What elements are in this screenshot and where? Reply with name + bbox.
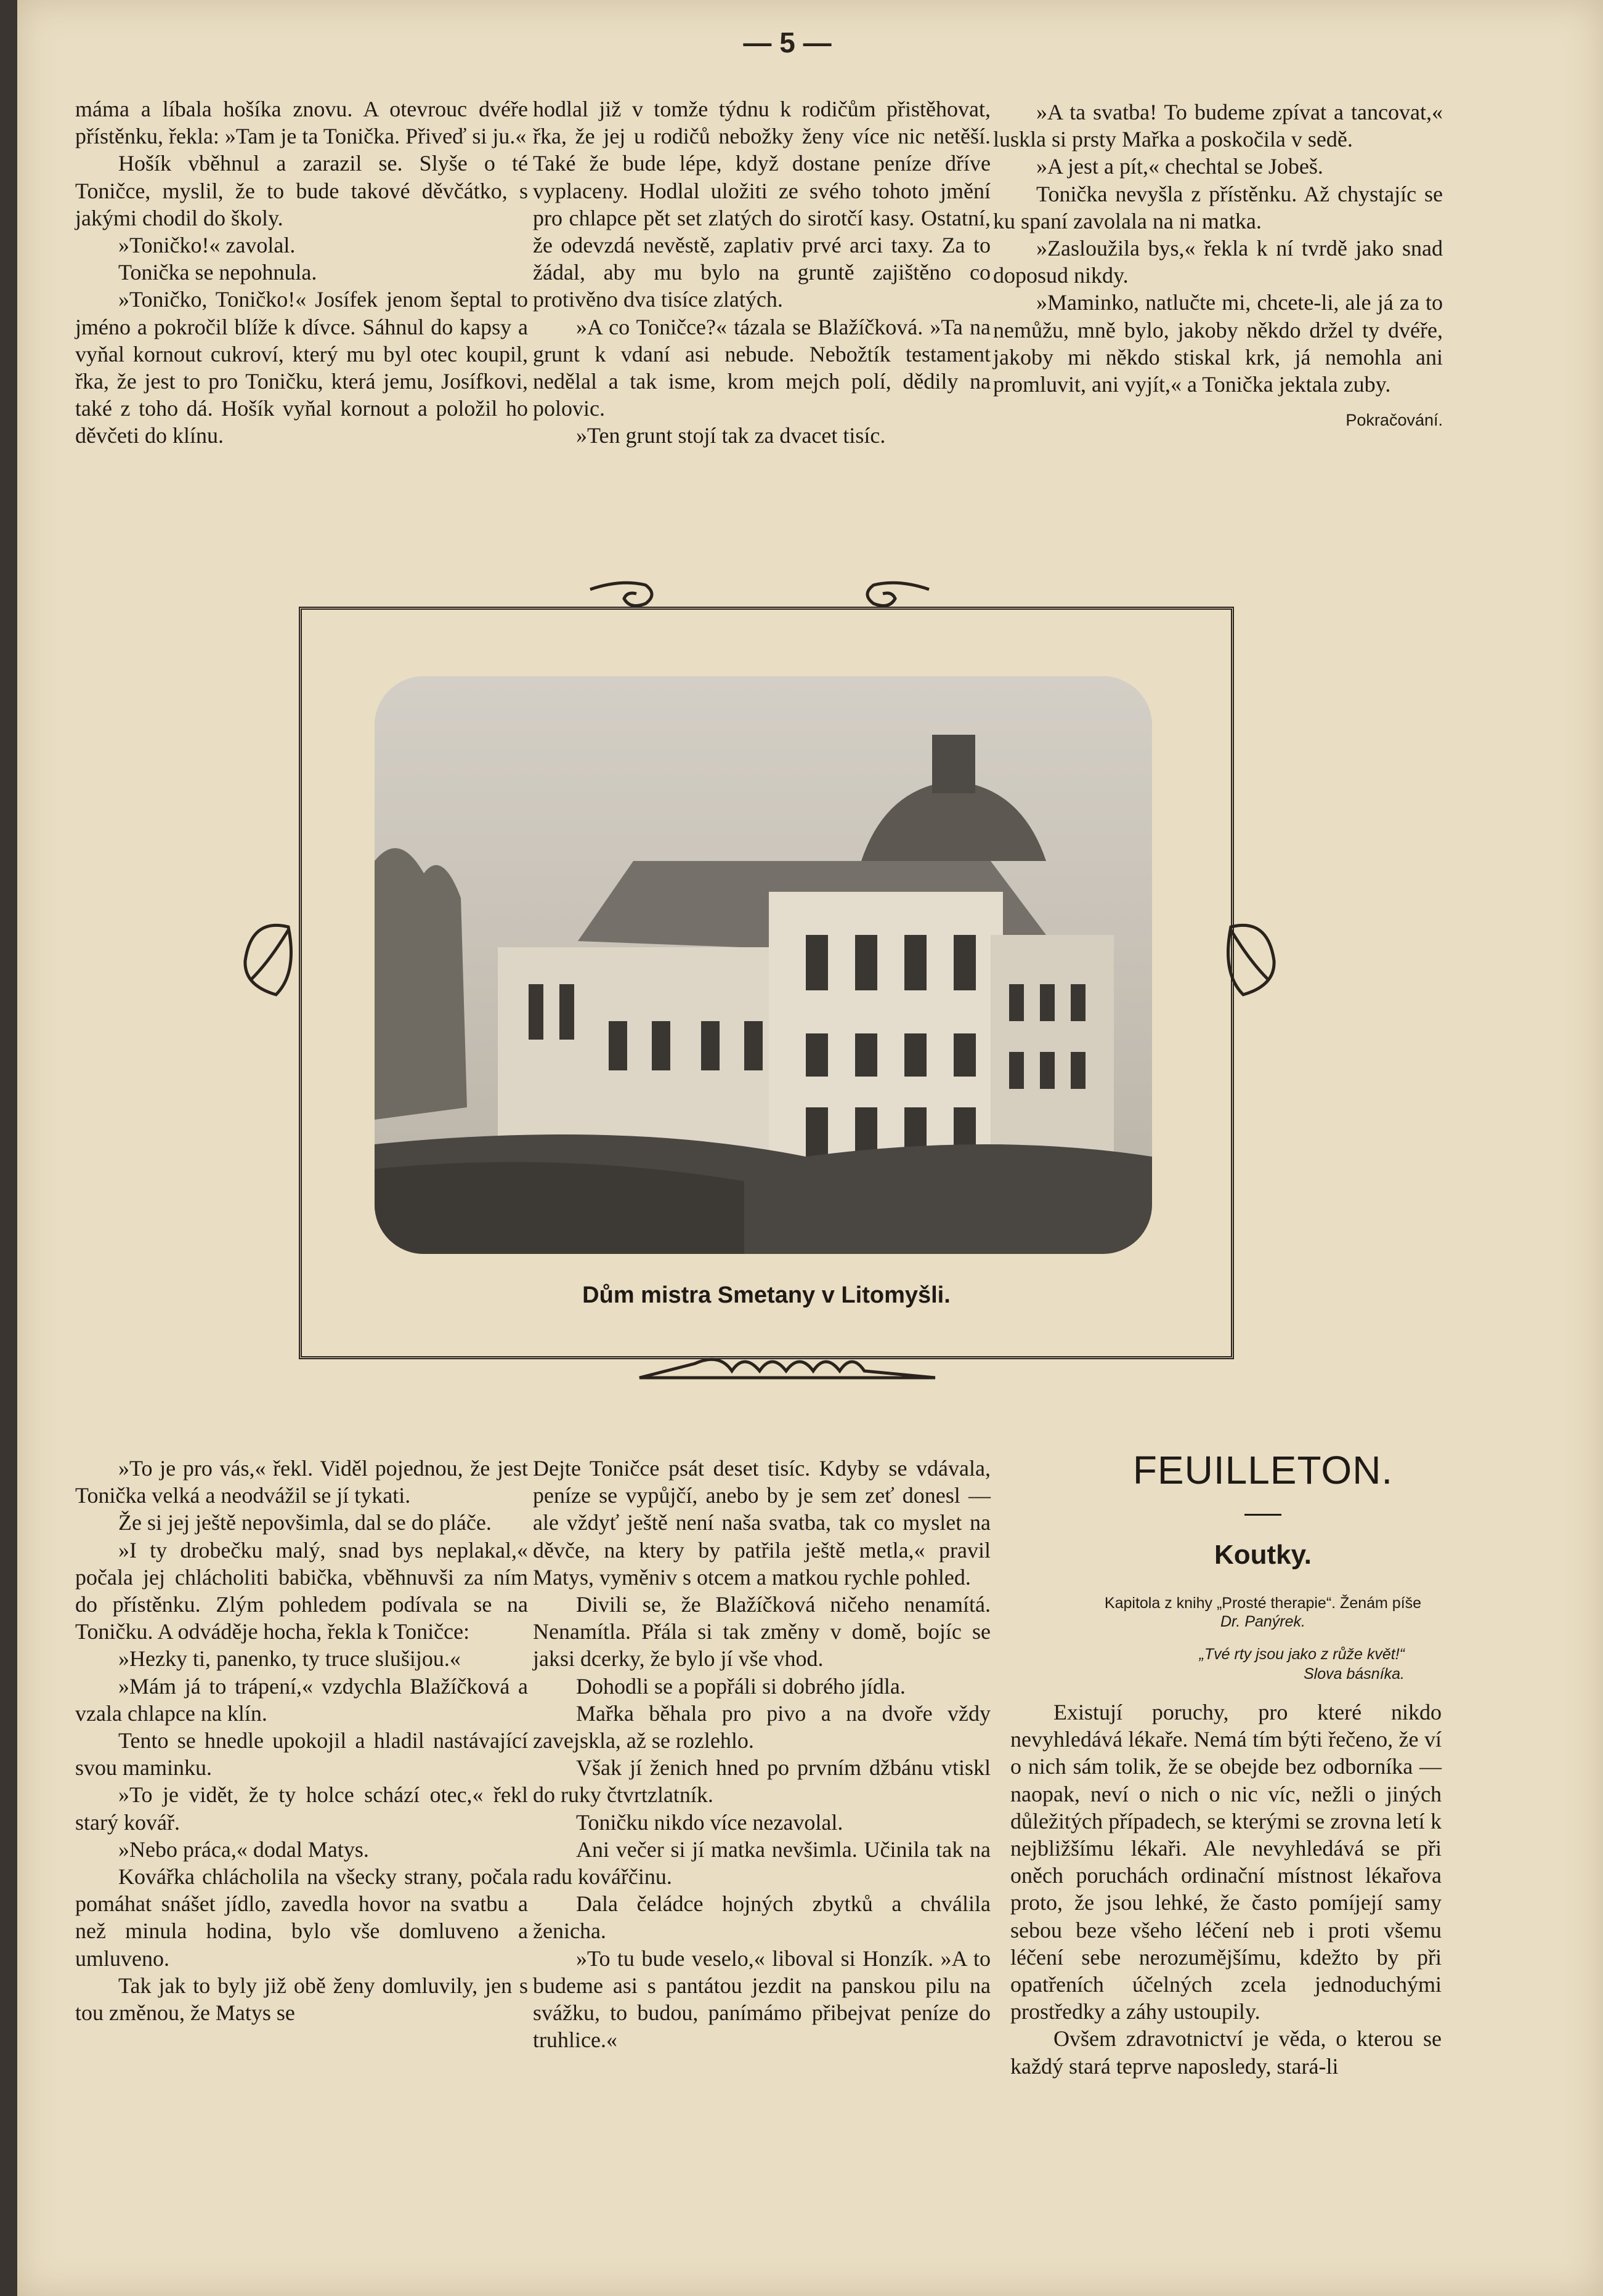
top-column-1 <box>75 95 528 450</box>
article-motto <box>1010 1644 1405 1684</box>
article-title: Koutky. <box>1214 1540 1312 1570</box>
paragraph: Toničku nikdo více nezavolal. <box>576 1809 843 1835</box>
article-subtitle <box>1010 1594 1516 1631</box>
paragraph: »To tu bude veselo,« liboval si Honzík. »A to budeme asi s pantátou jezdit na panskou pilu na svážku, to budou, panímámo přibejvat peníze do truhlice.« <box>533 1946 991 2053</box>
paragraph: Tak jak to byly již obě ženy domluvily, jen s tou změnou, že Matys se <box>75 1973 528 2026</box>
paragraph: Tonička se nepohnula. <box>118 260 317 285</box>
paragraph: Kovářka chlácholila na všecky strany, počala pomáhat snášet jídlo, zavedla hovor na svatbu a než minula hodina, bylo vše domluveno a umluveno. <box>75 1864 528 1971</box>
subtitle-author: Dr. Panýrek. <box>1220 1613 1305 1630</box>
bottom-column-1 <box>75 1455 528 2026</box>
paragraph: Dejte Toničce psát deset tisíc. Kdyby se vdávala, peníze se vypůjčí, anebo by je sem zeť donesl — ale vždyť ještě není naša svatba, tak co myslet na děvče, na ktery by patřila ještě metla,« pravil Matys, vyměniv s otcem a matkou rychle pohled. <box>533 1456 991 1590</box>
newspaper-page <box>17 0 1603 2296</box>
paragraph: Ani večer si jí matka nevšimla. Učinila tak na radu kovářčinu. <box>533 1837 991 1890</box>
paragraph: Mařka běhala pro pivo a na dvoře vždy zavejskla, až se rozlehlo. <box>533 1700 991 1753</box>
continuation-note: Pokračování. <box>1345 411 1443 430</box>
paragraph: »To je vidět, že ty holce schází otec,« řekl starý kovář. <box>75 1782 528 1835</box>
left-leaf-ornament <box>245 925 291 995</box>
motto-quote: „Tvé rty jsou jako z růže květ!“ <box>1199 1646 1405 1663</box>
paragraph: »I ty drobečku malý, snad bys neplakal,« počala jej chlácholiti babička, vběhnuvši za ním do přístěnku. Zlým pohledem podívala se na Toničku. A odváděje hocha, řekla k Toničce: <box>75 1537 528 1644</box>
building-photograph <box>375 676 1152 1254</box>
paragraph: Dohodli se a popřáli si dobrého jídla. <box>576 1673 906 1699</box>
paragraph: »To je pro vás,« řekl. Viděl pojednou, že jest Tonička velká a neodvážil se jí tykati. <box>75 1456 528 1508</box>
paragraph: »Mám já to trápení,« vzdychla Blažíčková a vzala chlapce na klín. <box>75 1673 528 1726</box>
paragraph: »Hezky ti, panenko, ty truce slušijou.« <box>118 1646 461 1671</box>
paragraph: »A ta svatba! To budeme zpívat a tancovat,« luskla si prsty Mařka a poskočila v sedě. <box>993 100 1443 152</box>
figure-caption: Dům mistra Smetany v Litomyšli. <box>582 1282 951 1308</box>
right-leaf-ornament <box>1228 925 1275 995</box>
paragraph: Divili se, že Blažíčková ničeho nenamítá. Nenamítla. Přála si tak změny v domě, bojíc se jaksi dcerky, že bylo jí vše vhod. <box>533 1592 991 1671</box>
top-column-3 <box>993 99 1443 434</box>
paragraph: Že si jej ještě nepovšimla, dal se do pláče. <box>118 1510 492 1535</box>
paragraph: máma a líbala hošíka znovu. A otevrouc dvéře přístěnku, řekla: »Tam je ta Tonička. Přiveď si ju.« <box>75 97 528 149</box>
paragraph: »Ten grunt stojí tak za dvacet tisíc. <box>576 423 886 448</box>
smetana-house-illustration <box>375 676 1152 1254</box>
feuilleton-heading: FEUILLETON. <box>1132 1448 1394 1492</box>
motto-source: Slova básníka. <box>1304 1665 1405 1683</box>
paragraph: »Nebo práca,« dodal Matys. <box>118 1837 369 1862</box>
paragraph: Tento se hnedle upokojil a hladil nastávající svou maminku. <box>75 1728 528 1781</box>
top-left-scroll-ornament <box>590 583 652 605</box>
paragraph: »A co Toničce?« tázala se Blažíčková. »Ta na grunt k vdaní asi nebude. Nebožtík testament nedělal a tak isme, krom mejch polí, dědily na polovic. <box>533 314 991 421</box>
top-right-scroll-ornament <box>867 583 929 605</box>
paragraph: Ovšem zdravotnictví je věda, o kterou se každý stará teprve naposledy, stará-li <box>1010 2026 1442 2079</box>
paragraph: hodlal již v tomže týdnu k rodičům přistěhovat, řka, že jej u rodičů nebožky ženy více nic netěší. Také že bude lépe, když dostane peníze dříve vyplaceny. Hodlal uložiti ze svého tohoto jmění pro chlapce pět set zlatých do sirotčí kasy. Ostatní, že odevzdá nevěstě, zaplativ prvé arci taxy. Za to žádal, aby mu bylo na gruntě zajištěno co protivěno dva tisíce zlatých. <box>533 97 991 312</box>
paragraph: »Zasloužila bys,« řekla k ní tvrdě jako snad doposud nikdy. <box>993 236 1443 288</box>
bottom-column-2 <box>533 1455 991 2053</box>
page-number: — 5 — <box>743 26 832 59</box>
paragraph: »Maminko, natlučte mi, chcete-li, ale já za to nemůžu, mně bylo, jakoby někdo držel ty dvéře, jakoby mi někdo stiskal krk, já nemohla ani promluvit, ani vyjít,« a Tonička jektala zuby. <box>993 290 1443 397</box>
paragraph: »A jest a pít,« chechtal se Jobeš. <box>1036 154 1323 179</box>
paragraph: Hošík vběhnul a zarazil se. Slyše o té Toničce, myslil, že to bude takové děvčátko, s jakými chodil do školy. <box>75 151 528 230</box>
bottom-wave-ornament <box>639 1359 935 1378</box>
bottom-column-3 <box>1010 1699 1442 2080</box>
paragraph: Tonička nevyšla z přístěnku. Až chystajíc se ku spaní zavolala na ni matka. <box>993 181 1443 233</box>
paragraph: »Toničko, Toničko!« Josífek jenom šeptal to jméno a pokročil blíže k dívce. Sáhnul do kapsy a vyňal kornout cukroví, který mu byl otec koupil, řka, že jest to pro Toničku, která jemu, Josífkovi, také z toho dá. Hošík vyňal kornout a položil ho děvčeti do klínu. <box>75 287 528 448</box>
feuilleton-rule <box>1244 1514 1281 1516</box>
paragraph: Dala čeládce hojných zbytků a chválila ženicha. <box>533 1891 991 1944</box>
paragraph: Však jí ženich hned po prvním džbánu vtiskl do ruky čtvrtzlatník. <box>533 1755 991 1808</box>
top-column-2 <box>533 95 991 450</box>
subtitle-line-1: Kapitola z knihy „Prosté therapie“. Ženám píše <box>1104 1595 1422 1612</box>
paragraph: »Toničko!« zavolal. <box>118 233 296 258</box>
paragraph: Existují poruchy, pro které nikdo nevyhledává lékaře. Nemá tím býti řečeno, že ví o nich sám tolik, že se obejde bez odborníka — naopak, neví o nich o nic víc, nežli o jiných důležitých případech, se kterými se zrovna letí k nejbližšímu lékaři. Ale nevyhledává se při oněch poruchách ordinační místnost lékařova proto, že jsou lehké, že často pomíjejí samy sebou beze všeho léčení neb i proti všemu léčení sebe nerozumějšímu, kdežto by při opatřeních účelných zcela jednoduchými prostředky a záhy ustoupily. <box>1010 1700 1442 2024</box>
